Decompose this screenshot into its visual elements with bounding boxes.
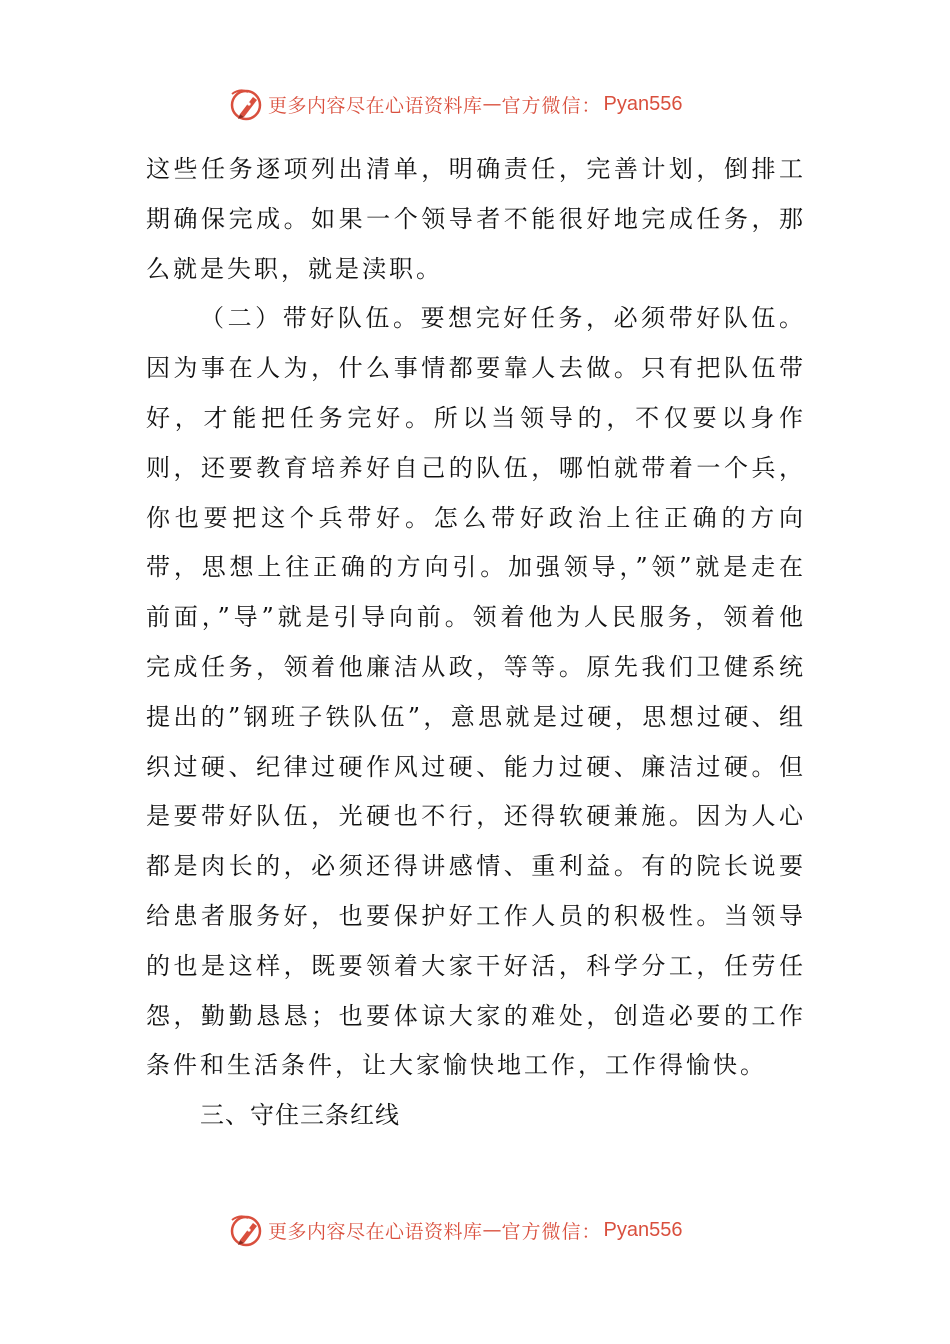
header-watermark bbox=[226, 82, 683, 126]
watermark-site-text: 更多内容尽在心语资料库 bbox=[268, 1220, 483, 1243]
section-heading: 三、守住三条红线 bbox=[200, 1101, 400, 1130]
watermark-dash: — bbox=[482, 1219, 502, 1241]
paragraph-continuation: 这些任务逐项列出清单，明确责任，完善计划，倒排工期确保完成。如果一个领导者不能很好地完成任务，那么就是失职，就是渎职。 bbox=[146, 155, 806, 283]
watermark-wechat-id: Pyan556 bbox=[603, 1218, 683, 1241]
watermark-contact-label: 官方微信： bbox=[501, 94, 602, 117]
watermark-dash: — bbox=[482, 93, 502, 115]
pen-nib-circle-icon bbox=[226, 84, 266, 124]
document-body bbox=[146, 145, 806, 1141]
watermark-contact-label: 官方微信： bbox=[501, 1220, 602, 1243]
watermark-wechat-id: Pyan556 bbox=[603, 92, 683, 115]
watermark-site-text: 更多内容尽在心语资料库 bbox=[268, 94, 483, 117]
paragraph-lead-team: （二）带好队伍。要想完好任务，必须带好队伍。因为事在人为，什么事情都要靠人去做。只有把队伍带好，才能把任务完好。所以当领导的，不仅要以身作则，还要教育培养好自己的队伍，哪怕就带着一个兵，你也要把这个兵带好。怎么带好政治上往正确的方向带，思想上往正确的方向引。加强领导，”领”就是走在前面，”导”就是引导向前。领着他为人民服务，领着他完成任务，领着他廉洁从政，等等。原先我们卫健系统提出的”钢班子铁队伍”，意思就是过硬，思想过硬、组织过硬、纪律过硬作风过硬、能力过硬、廉洁过硬。但是要带好队伍，光硬也不行，还得软硬兼施。因为人心都是肉长的，必须还得讲感情、重利益。有的院长说要给患者服务好，也要保护好工作人员的积极性。当领导的也是这样，既要领着大家干好活，科学分工，任劳任怨，勤勤恳恳；也要体谅大家的难处，创造必要的工作条件和生活条件，让大家愉快地工作，工作得愉快。 bbox=[146, 304, 806, 1080]
footer-watermark bbox=[226, 1208, 683, 1252]
pen-nib-circle-icon bbox=[226, 1210, 266, 1250]
